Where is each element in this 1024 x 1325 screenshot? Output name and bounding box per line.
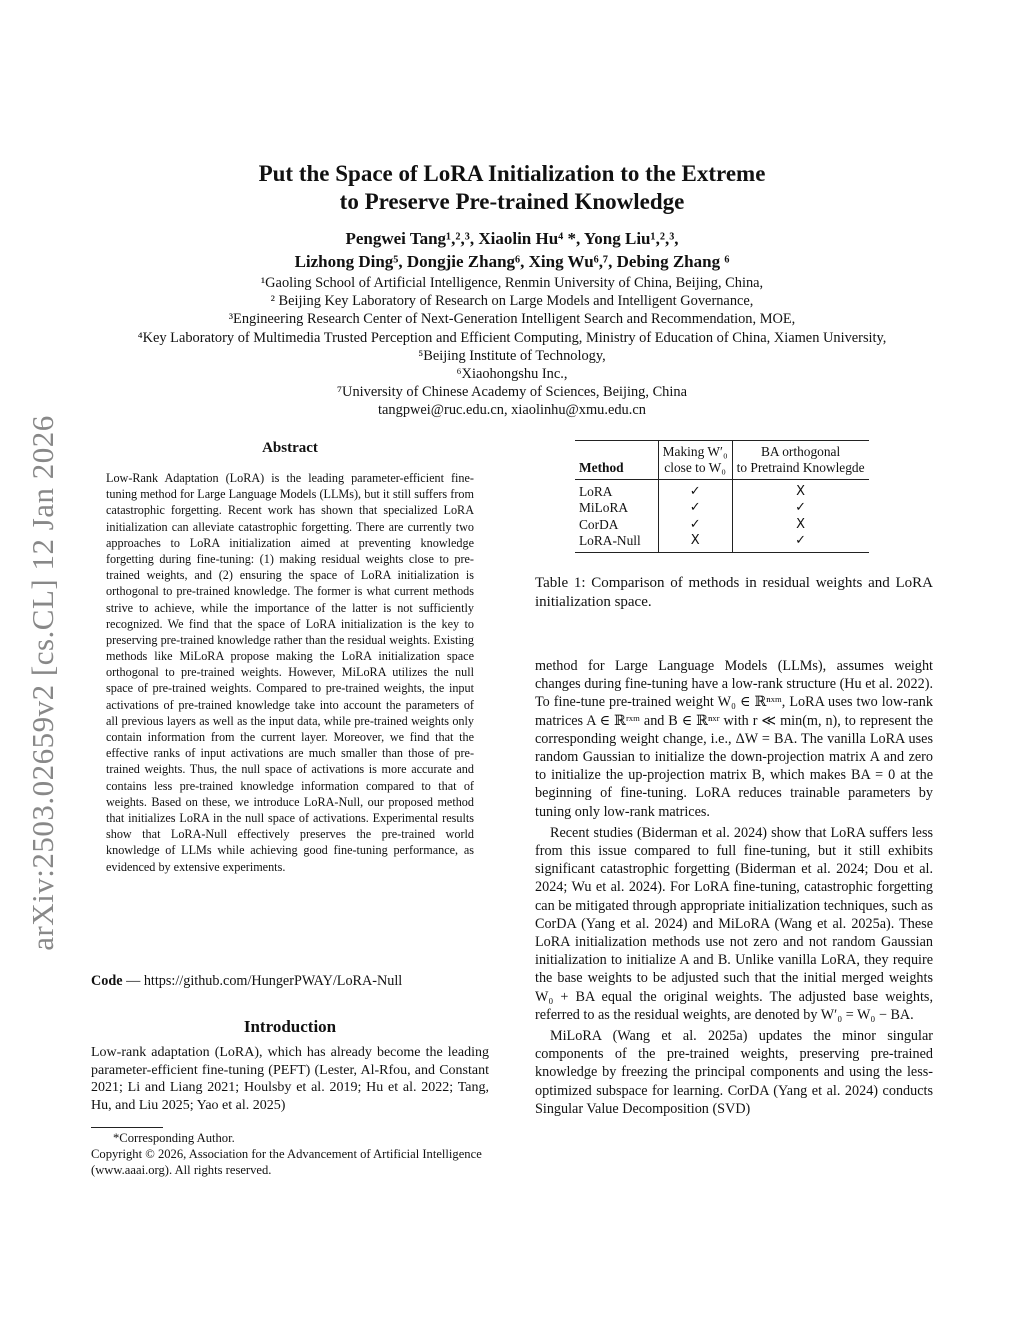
orthogonal-cell: ✓ bbox=[732, 533, 868, 553]
affiliation-1: ¹Gaoling School of Artificial Intelligence, Renmin University of China, Beijing, China, bbox=[260, 275, 764, 291]
introduction-text: Low-rank adaptation (LoRA), which has already become the leading parameter-efficient fine-tuning (PEFT) (Lester, Al-Rfou, and Constant 2021; Li and Liang 2021; Houlsby et al. 2019; Hu et al. 2022; Tang, Hu, and Liu 2025; Yao et al. 2025) bbox=[91, 1045, 489, 1114]
contact-emails: tangpwei@ruc.edu.cn, xiaolinhu@xmu.edu.cn bbox=[378, 402, 646, 419]
method-cell: CorDA bbox=[579, 516, 619, 532]
method-cell: LoRA bbox=[579, 483, 613, 499]
affiliation-5: ⁵Beijing Institute of Technology, bbox=[418, 347, 606, 364]
corresponding-author-note: *Corresponding Author. bbox=[113, 1131, 235, 1145]
close-cell: ✓ bbox=[658, 479, 732, 500]
table-header-close-line1: Making W′₀ bbox=[658, 441, 732, 461]
affiliation-6: ⁶Xiaohongshu Inc., bbox=[456, 366, 568, 383]
table-header-orthogonal-line2: to Pretraind Knowlegde bbox=[732, 460, 868, 479]
introduction-body bbox=[91, 1044, 489, 1115]
table-caption: Table 1: Comparison of methods in residual weights and LoRA initialization space. bbox=[535, 575, 933, 610]
table-header-orthogonal-line1: BA orthogonal bbox=[732, 441, 868, 461]
code-label: Code bbox=[91, 973, 123, 989]
paper-title bbox=[100, 160, 924, 216]
code-url[interactable]: https://github.com/HungerPWAY/LoRA-Null bbox=[143, 973, 403, 989]
orthogonal-cell: X bbox=[732, 517, 868, 533]
authors-line-2: Lizhong Ding⁵, Dongjie Zhang⁶, Xing Wu⁶,⁷, Debing Zhang ⁶ bbox=[294, 252, 730, 271]
paragraph-milora-corda: MiLoRA (Wang et al. 2025a) updates the minor singular components of the pre-trained weights, preserving pre-trained knowledge by freezing the principal components and using the less-optimized subspace for learning. CorDA (Yang et al. 2024) conducts Singular Value Decomposition (SVD) bbox=[535, 1028, 933, 1117]
paragraph-lora-background: method for Large Language Models (LLMs), assumes weight changes during fine-tuning have a low-rank structure (Hu et al. 2022). To fine-tune pre-trained weight W₀ ∈ ℝⁿˣᵐ, LoRA uses two low-rank matrices A ∈ ℝʳˣᵐ and B ∈ ℝⁿˣʳ with r ≪ min(m, n), to represent the corresponding weight change, i.e., ΔW = BA. The vanilla LoRA uses random Gaussian to initialize the down-projection matrix A and zero to initialize the up-projection matrix B, which makes BA = 0 at the beginning of fine-tuning. LoRA reduces trainable parameters by tuning only low-rank matrices. bbox=[535, 658, 933, 820]
code-link-line bbox=[91, 973, 491, 990]
footnote-divider bbox=[91, 1127, 163, 1128]
table-header-close-line2: close to W₀ bbox=[658, 460, 732, 479]
paragraph-recent-studies: Recent studies (Biderman et al. 2024) show that LoRA suffers less from this issue compared to full fine-tuning, but it still exhibits significant catastrophic forgetting (Biderman et al. 2024; Dou et al. 2024; Wu et al. 2024). For LoRA fine-tuning, catastrophic forgetting can be mitigated through appropriate initialization techniques, such as CorDA (Yang et al. 2024) and MiLoRA (Wang et al. 2025a). These LoRA initialization methods use not zero and not random Gaussian initialization to initialize A and B. Unlike vanilla LoRA, they require the base weights to be adjusted such that the initial merged weights W₀ + BA equal the original weights. The adjusted base weights, referred to as the residual weights, are denoted by W′₀ = W₀ − BA. bbox=[535, 824, 933, 1023]
orthogonal-cell: X bbox=[732, 479, 868, 500]
table-header-method-spacer bbox=[575, 441, 658, 461]
abstract-body bbox=[106, 470, 474, 875]
table-header-method: Method bbox=[575, 460, 658, 479]
code-separator: — bbox=[122, 973, 144, 989]
table-row bbox=[575, 533, 869, 553]
method-cell: MiLoRA bbox=[579, 500, 629, 516]
affiliations bbox=[60, 274, 964, 420]
affiliation-7: ⁷University of Chinese Academy of Sciences, Beijing, China bbox=[337, 384, 687, 401]
table-row bbox=[575, 517, 869, 533]
close-cell: X bbox=[658, 533, 732, 553]
affiliation-4: ⁴Key Laboratory of Multimedia Trusted Perception and Efficient Computing, Ministry of Education of China, Xiamen University, bbox=[137, 329, 887, 346]
title-line-2: to Preserve Pre-trained Knowledge bbox=[339, 189, 685, 214]
orthogonal-cell: ✓ bbox=[732, 500, 868, 516]
arxiv-identifier bbox=[8, 378, 78, 988]
abstract-text: Low-Rank Adaptation (LoRA) is the leading parameter-efficient fine-tuning method for Large Language Models (LLMs), but it still suffers from catastrophic forgetting. Recent work has shown that specialized LoRA initialization can alleviate catastrophic forgetting. There are currently two approaches to LoRA initialization aimed at preventing knowledge forgetting during fine-tuning: (1) making residual weights close to pre-trained weights, and (2) ensuring the space of LoRA initialization is orthogonal to pre-trained knowledge. The former is what current methods strive to achieve, while the importance of the latter is not sufficiently recognized. We find that the space of LoRA initialization is the key to preserving pre-trained knowledge rather than the residual weights. Existing methods like MiLoRA propose making the LoRA initialization space orthogonal to pre-trained weights. However, MiLoRA utilizes the null space of pre-trained weights. Compared to pre-trained weights, the input activations of pre-trained knowledge take into account the parameters of all previous layers as well as the input data, while pre-trained weights only contain information from the current layer. Moreover, we find that the effective ranks of input activations are much smaller than those of pre-trained weights. Thus, the null space of activations is more accurate and contains less pre-trained knowledge information compared to that of weights. Based on these, we introduce LoRA-Null, our proposed method that initializes LoRA in the null space of activations. Experimental results show that LoRA-Null effectively preserves the pre-trained world knowledge of LLMs while achieving good fine-tuning performance, as evidenced by extensive experiments. bbox=[106, 471, 474, 874]
authors-line-1: Pengwei Tang¹,²,³, Xiaolin Hu⁴ *, Yong Liu¹,²,³, bbox=[345, 229, 679, 248]
abstract-heading: Abstract bbox=[262, 440, 318, 456]
affiliation-2: ² Beijing Key Laboratory of Research on Large Models and Intelligent Governance, bbox=[270, 293, 754, 310]
right-column-body bbox=[535, 657, 933, 1118]
copyright-notice: Copyright © 2026, Association for the Advancement of Artificial Intelligence (www.aaai.org). All rights reserved. bbox=[91, 1147, 482, 1177]
affiliation-3: ³Engineering Research Center of Next-Generation Intelligent Search and Recommendation, MOE, bbox=[228, 311, 796, 328]
table-row bbox=[575, 500, 869, 516]
arxiv-id-text: arXiv:2503.02659v2 [cs.CL] 12 Jan 2026 bbox=[25, 415, 61, 951]
method-cell: LoRA-Null bbox=[575, 533, 658, 553]
close-cell: ✓ bbox=[658, 500, 732, 516]
footnote bbox=[91, 1130, 489, 1178]
title-line-1: Put the Space of LoRA Initialization to the Extreme bbox=[258, 161, 766, 186]
comparison-table bbox=[575, 440, 869, 553]
introduction-heading: Introduction bbox=[243, 1017, 337, 1036]
close-cell: ✓ bbox=[658, 517, 732, 533]
author-list bbox=[100, 227, 924, 273]
table-row bbox=[575, 479, 869, 500]
